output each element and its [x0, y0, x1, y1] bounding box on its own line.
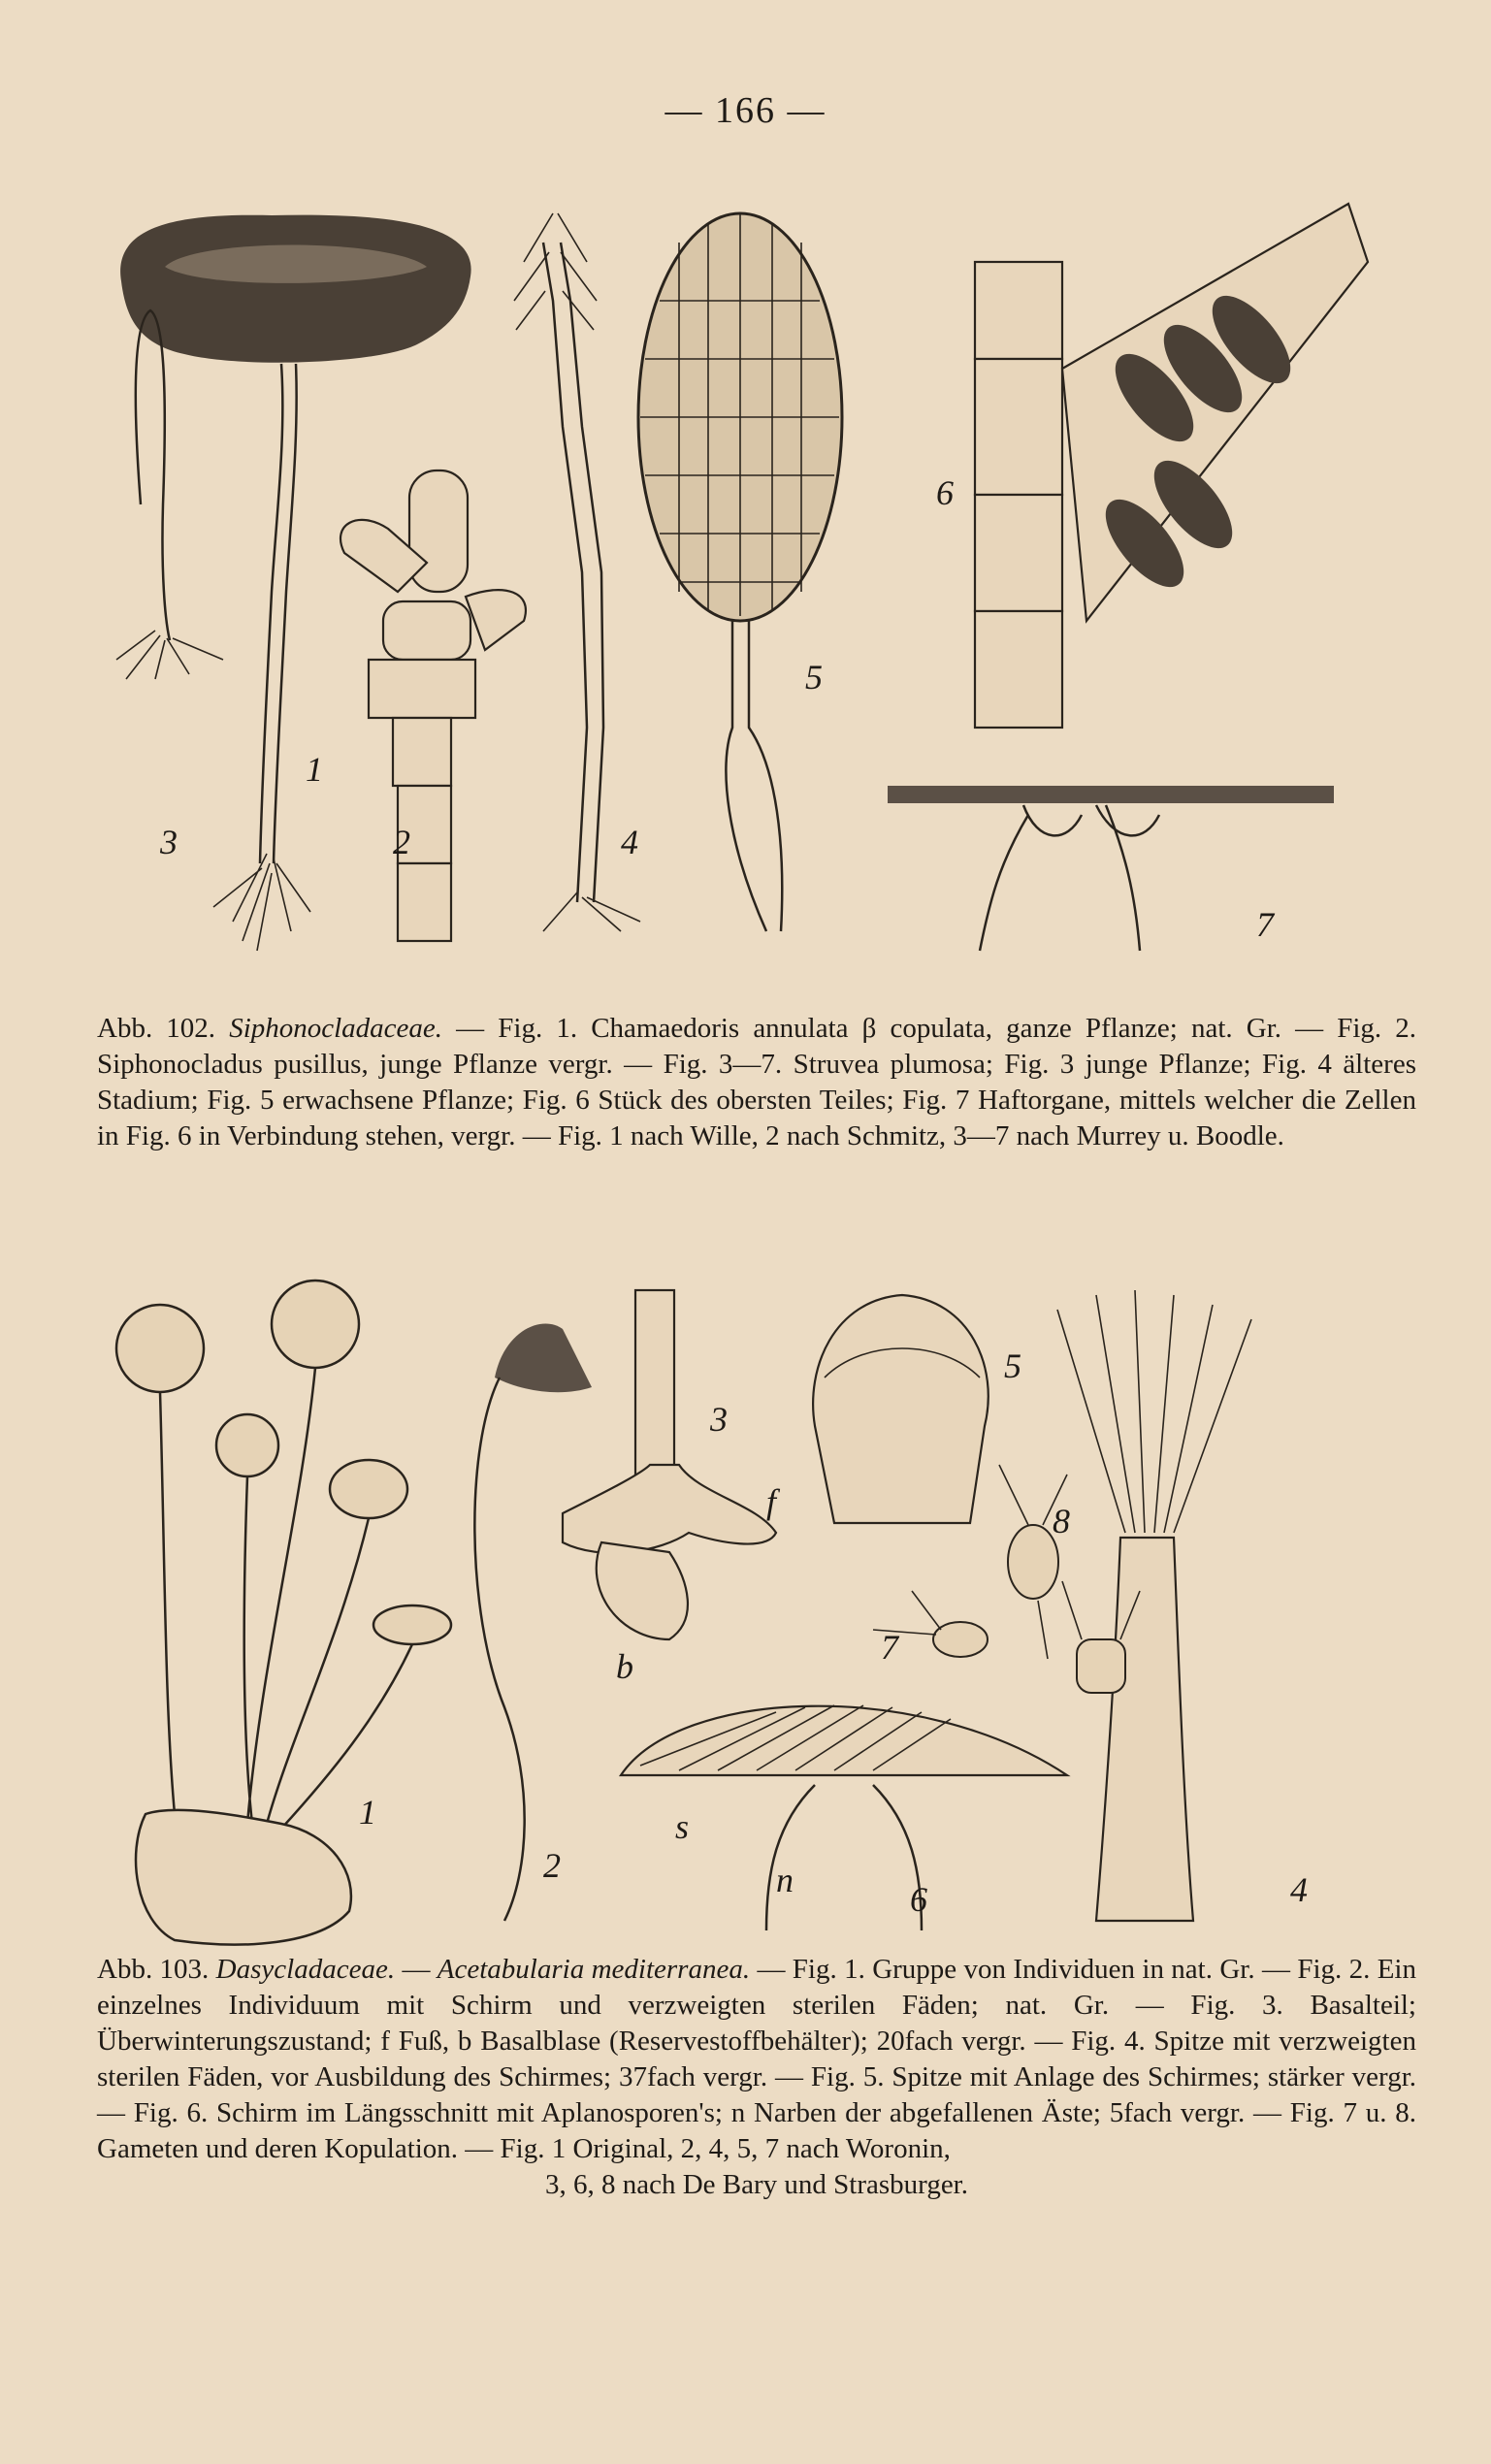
fig5-cap-primordium-drawing	[813, 1295, 989, 1523]
fig5-struvea-adult-drawing	[638, 213, 842, 931]
caption-family: Siphonocladaceae.	[229, 1013, 443, 1044]
fig-label-1: 1	[359, 1793, 376, 1832]
fig-label-4: 4	[1290, 1870, 1308, 1909]
fig3-young-plant-drawing	[116, 310, 223, 679]
fig-label-3: 3	[710, 1400, 728, 1439]
fig2-single-individual-drawing	[474, 1323, 592, 1921]
fig-label-2: 2	[393, 823, 410, 861]
caption-last-line: 3, 6, 8 nach De Bary und Strasburger.	[545, 2169, 968, 2200]
fig-label-2: 2	[543, 1846, 561, 1885]
caption-text: — Fig. 1. Chamaedoris annulata β copulata, ganze Pflanze; nat. Gr. — Fig. 2. Siphonocladus pusillus, junge Pflanze vergr. — Fig. 3—7. Struvea plumosa; Fig. 3 junge Pflanze; Fig. 4 älteres Stadium; Fig. 5 erwachsene Pflanze; Fig. 6 Stück des obersten Teiles; Fig. 7 Haftorgane, mittels welcher die Zellen in Fig. 6 in Verbindung stehen, vergr. — Fig. 1 nach Wille, 2 nach Schmitz, 3—7 nach Murrey u. Boodle.	[97, 1013, 1417, 1151]
fig-label-4: 4	[621, 823, 638, 861]
fig1-acetabularia-group-drawing	[116, 1281, 451, 1945]
page-number: — 166 —	[664, 90, 827, 131]
figure-abb-103	[97, 1271, 1397, 1950]
fig-label-7: 7	[1256, 905, 1274, 944]
fig-label-6: 6	[936, 473, 954, 512]
caption-genus: Acetabularia mediterranea.	[437, 1954, 751, 1985]
caption-abb-103: Abb. 103. Dasycladaceae. — Acetabularia mediterranea. — Fig. 1. Gruppe von Individuen in nat. Gr. — Fig. 2. Ein einzelnes Individuum mit Schirm und verzweigten sterilen Fäden; nat. Gr. — Fig. 3. Basalteil; Überwinterungszustand; f Fuß, b Basalblase (Reservestoffbehälter); 20fach vergr. — Fig. 4. Spitze mit verzweigten sterilen Fäden, vor Ausbildung des Schirmes; 37fach vergr. — Fig. 5. Spitze mit Anlage des Schirmes; stärker vergr. — Fig. 6. Schirm im Längsschnitt mit Aplanosporen's; n Narben der abgefallenen Äste; 5fach vergr. — Fig. 7 u. 8. Gameten und deren Kopulation. — Fig. 1 Original, 2, 4, 5, 7 nach Woronin, 3, 6, 8 nach De Bary und Strasburger.	[97, 1952, 1416, 2203]
fig2-siphonocladus-drawing	[340, 470, 526, 941]
fig-label-7: 7	[881, 1628, 898, 1667]
plate-illustration	[97, 1271, 1397, 1950]
fig6-upper-part-drawing	[975, 204, 1368, 728]
figure-abb-102	[97, 184, 1397, 999]
fig-label-f: f	[766, 1482, 777, 1521]
fig4-sterile-threads-drawing	[1057, 1290, 1251, 1921]
plate-illustration	[97, 184, 1397, 999]
fig-label-6: 6	[910, 1880, 927, 1919]
caption-number: Abb. 103.	[97, 1954, 210, 1985]
fig-label-n: n	[776, 1861, 794, 1899]
fig-label-1: 1	[306, 750, 323, 789]
fig-label-5: 5	[1004, 1346, 1021, 1385]
fig3-basal-part-drawing	[563, 1290, 776, 1639]
caption-text: — Fig. 1. Gruppe von Individuen in nat. Gr. — Fig. 2. Ein einzelnes Individuum mit Schirm und verzweigten sterilen Fäden; nat. Gr. — Fig. 3. Basalteil; Überwinterungszustand; f Fuß, b Basalblase (Reservestoffbehälter); 20fach vergr. — Fig. 4. Spitze mit verzweigten sterilen Fäden, vor Ausbildung des Schirmes; 37fach vergr. — Fig. 5. Spitze mit Anlage des Schirmes; stärker vergr. — Fig. 6. Schirm im Längsschnitt mit Aplanosporen's; n Narben der abgefallenen Äste; 5fach vergr. — Fig. 7 u. 8. Gameten und deren Kopulation. — Fig. 1 Original, 2, 4, 5, 7 nach Woronin,	[97, 1954, 1416, 2164]
caption-number: Abb. 102.	[97, 1013, 216, 1044]
fig-label-8: 8	[1053, 1502, 1070, 1540]
fig-label-b: b	[616, 1647, 633, 1686]
fig-label-3: 3	[160, 823, 178, 861]
caption-abb-102	[97, 1011, 1416, 1154]
caption-family: Dasycladaceae.	[215, 1954, 396, 1985]
fig-label-5: 5	[805, 658, 823, 697]
fig-label-s: s	[675, 1807, 690, 1846]
